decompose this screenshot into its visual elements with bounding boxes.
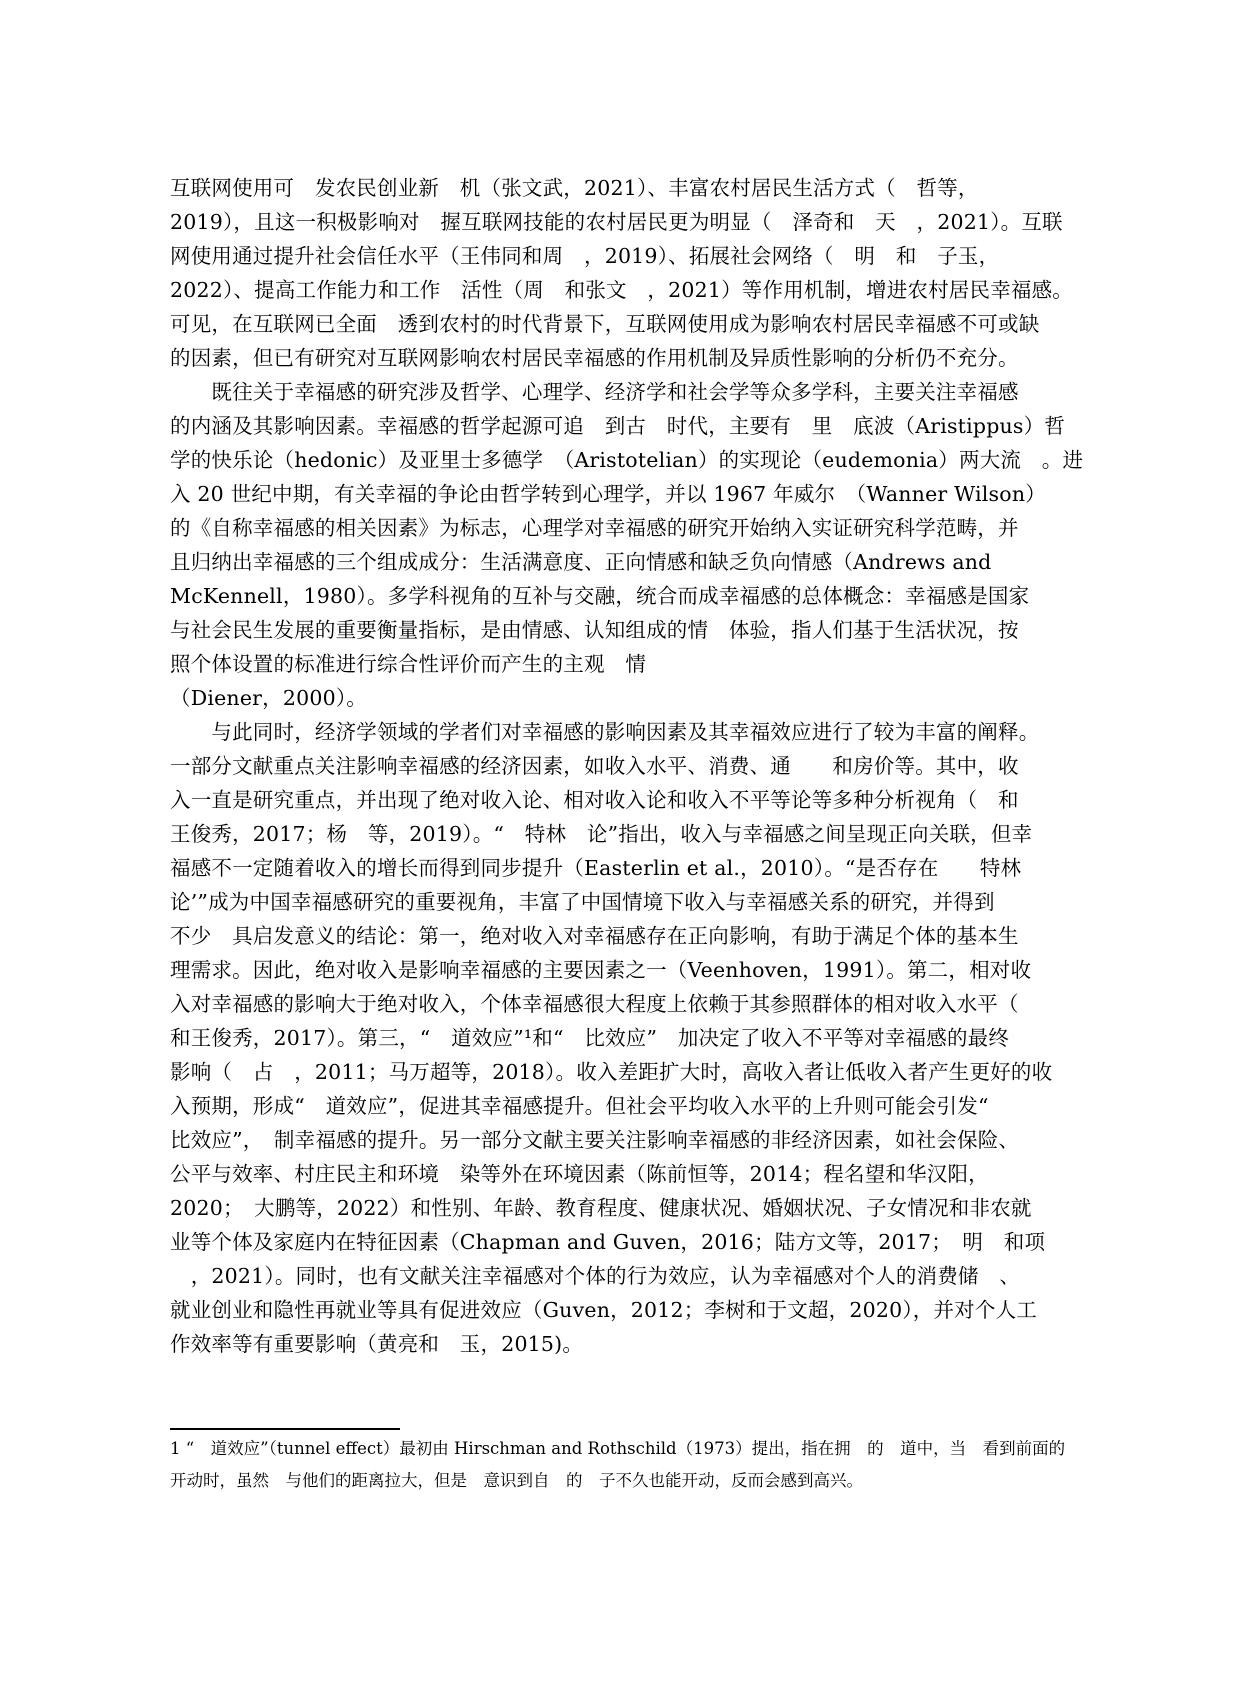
body-text-line: 2022）、提高工作能力和工作 活性（周 和张文 ，2021）等作用机制，增进农村居民幸福感。	[170, 278, 1073, 302]
body-text-line: 2020； 大鹏等，2022）和性别、年龄、教育程度、健康状况、婚姻状况、子女情况和非农就	[170, 1196, 1032, 1220]
body-text-line: 入预期，形成“ 道效应”，促进其幸福感提升。但社会平均收入水平的上升则可能会引发“	[170, 1094, 989, 1118]
body-text-line: 一部分文献重点关注影响幸福感的经济因素，如收入水平、消费、通 和房价等。其中，收	[170, 754, 1019, 778]
body-text-line: 理需求。因此，绝对收入是影响幸福感的主要因素之一（Veenhoven，1991）。第二，相对收	[170, 958, 1032, 982]
footnote-line: 1 “ 道效应”（tunnel effect）最初由 Hirschman and Rothschild（1973）提出，指在拥 的 道中，当 看到前面的	[170, 1439, 1066, 1458]
footnote-line: 开动时，虽然 与他们的距离拉大，但是 意识到自 的 子不久也能开动，反而会感到高兴。	[170, 1471, 863, 1490]
body-text-line: 论’”成为中国幸福感研究的重要视角，丰富了中国情境下收入与幸福感关系的研究，并得到	[170, 890, 995, 914]
body-text-line: 网使用通过提升社会信任水平（王伟同和周 ，2019）、拓展社会网络（ 明 和 子玉，	[170, 244, 1000, 268]
body-text-line: 和王俊秀，2017）。第三，“ 道效应”¹和“ 比效应” 加决定了收入不平等对幸福感的最终	[170, 1026, 1010, 1050]
body-text-line: ，2021）。同时，也有文献关注幸福感对个体的行为效应，认为幸福感对个人的消费储 、	[170, 1264, 1021, 1288]
body-text-line: 影响（ 占 ，2011；马万超等，2018）。收入差距扩大时，高收入者让低收入者产生更好的收	[170, 1060, 1053, 1084]
body-text-line: （Diener，2000）。	[170, 686, 367, 710]
footnote-divider	[170, 1428, 400, 1430]
body-text-line: 入 20 世纪中期，有关幸福的争论由哲学转到心理学，并以 1967 年威尔 （Wanner Wilson）	[170, 482, 1046, 506]
body-text-line: 入对幸福感的影响大于绝对收入，个体幸福感很大程度上依赖于其参照群体的相对收入水平（	[170, 992, 1019, 1016]
body-text-line: 互联网使用可 发农民创业新 机（张文武，2021）、丰富农村居民生活方式（ 哲等，	[170, 176, 979, 200]
body-text-line: 王俊秀，2017；杨 等，2019）。“ 特林 论”指出，收入与幸福感之间呈现正向关联，但幸	[170, 822, 1033, 846]
body-text-line: 就业创业和隐性再就业等具有促进效应（Guven，2012；李树和于文超，2020），并对个人工	[170, 1298, 1037, 1322]
body-text-line: 照个体设置的标准进行综合性评价而产生的主观 情	[170, 652, 647, 676]
body-text-line: McKennell，1980）。多学科视角的互补与交融，统合而成幸福感的总体概念：幸福感是国家	[170, 584, 1030, 608]
body-text-line: 的内涵及其影响因素。幸福感的哲学起源可追 到古 时代，主要有 里 底波（Aristippus）哲	[170, 414, 1066, 438]
body-text-line: 且归纳出幸福感的三个组成成分：生活满意度、正向情感和缺乏负向情感（Andrews and	[170, 550, 992, 574]
body-text-line: 的因素，但已有研究对互联网影响农村居民幸福感的作用机制及异质性影响的分析仍不充分。	[170, 346, 1019, 370]
body-text-line: 公平与效率、村庄民主和环境 染等外在环境因素（陈前恒等，2014；程名望和华汉阳，	[170, 1162, 989, 1186]
body-text-line: 学的快乐论（hedonic）及亚里士多德学 （Aristotelian）的实现论（eudemonia）两大流 。进	[170, 448, 1084, 472]
body-text-line: 与社会民生发展的重要衡量指标，是由情感、认知组成的情 体验，指人们基于生活状况，按	[170, 618, 1019, 642]
body-text-line: 既往关于幸福感的研究涉及哲学、心理学、经济学和社会学等众多学科，主要关注幸福感	[170, 380, 1019, 404]
body-text-line: 作效率等有重要影响（黄亮和 玉，2015)。	[170, 1332, 584, 1356]
body-text-line: 业等个体及家庭内在特征因素（Chapman and Guven，2016；陆方文等，2017； 明 和项	[170, 1230, 1046, 1254]
body-text-line: 与此同时，经济学领域的学者们对幸福感的影响因素及其幸福效应进行了较为丰富的阐释。	[170, 720, 1040, 744]
body-text-line: 2019），且这一积极影响对 握互联网技能的农村居民更为明显（ 泽奇和 天 ，2021）。互联	[170, 210, 1063, 234]
body-text-line: 入一直是研究重点，并出现了绝对收入论、相对收入论和收入不平等论等多种分析视角（ 和	[170, 788, 1019, 812]
body-text-line: 福感不一定随着收入的增长而得到同步提升（Easterlin et al.，2010）。“是否存在 特林	[170, 856, 1022, 880]
body-text-line: 不少 具启发意义的结论：第一，绝对收入对幸福感存在正向影响，有助于满足个体的基本生	[170, 924, 1019, 948]
body-text-line: 的《自称幸福感的相关因素》为标志，心理学对幸福感的研究开始纳入实证研究科学范畴，并	[170, 516, 1019, 540]
body-text-line: 可见，在互联网已全面 透到农村的时代背景下，互联网使用成为影响农村居民幸福感不可或缺	[170, 312, 1040, 336]
body-text-line: 比效应”， 制幸福感的提升。另一部分文献主要关注影响幸福感的非经济因素，如社会保险、	[170, 1128, 1020, 1152]
